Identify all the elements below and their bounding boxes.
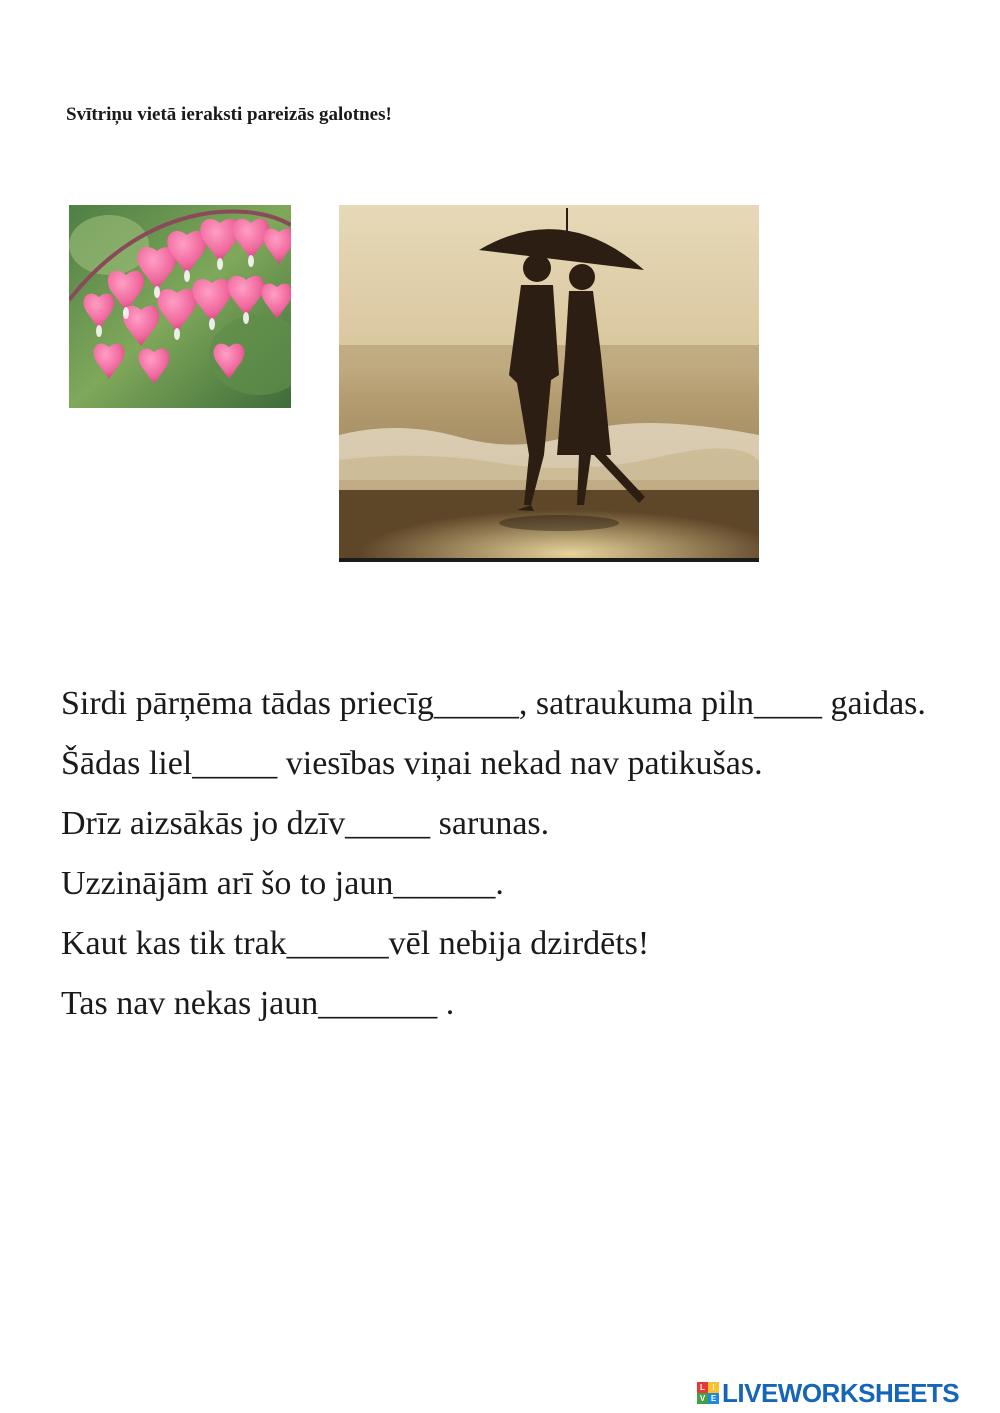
sentence-2: Šādas liel_____ viesības viņai nekad nav patikušas.: [61, 745, 763, 782]
logo-letter: E: [708, 1393, 719, 1404]
bleeding-heart-flowers-icon: [69, 205, 291, 408]
sentence-3: Drīz aizsākās jo dzīv_____ sarunas.: [61, 805, 550, 842]
instruction-heading: Svītriņu vietā ieraksti pareizās galotnes!: [66, 104, 392, 125]
logo-letter: L: [697, 1382, 708, 1393]
sentence-5: Kaut kas tik trak______vēl nebija dzirdēts!: [61, 925, 650, 962]
sentence-4: Uzzinājām arī šo to jaun______.: [61, 865, 504, 902]
flowers-image: [69, 205, 291, 408]
liveworksheets-brand[interactable]: [697, 1378, 959, 1408]
brand-name: LIVEWORKSHEETS: [722, 1377, 960, 1408]
sentence-6: Tas nav nekas jaun_______ .: [61, 985, 455, 1022]
logo-letter: I: [708, 1382, 719, 1393]
image-bottom-border: [339, 558, 759, 562]
liveworksheets-logo-icon: [697, 1382, 719, 1404]
couple-umbrella-beach-icon: [339, 205, 759, 562]
couple-image: [339, 205, 759, 562]
sentence-1: Sirdi pārņēma tādas priecīg_____, satraukuma piln____ gaidas.: [61, 685, 926, 722]
exercise-sentences: [61, 682, 941, 1026]
logo-letter: V: [697, 1393, 708, 1404]
